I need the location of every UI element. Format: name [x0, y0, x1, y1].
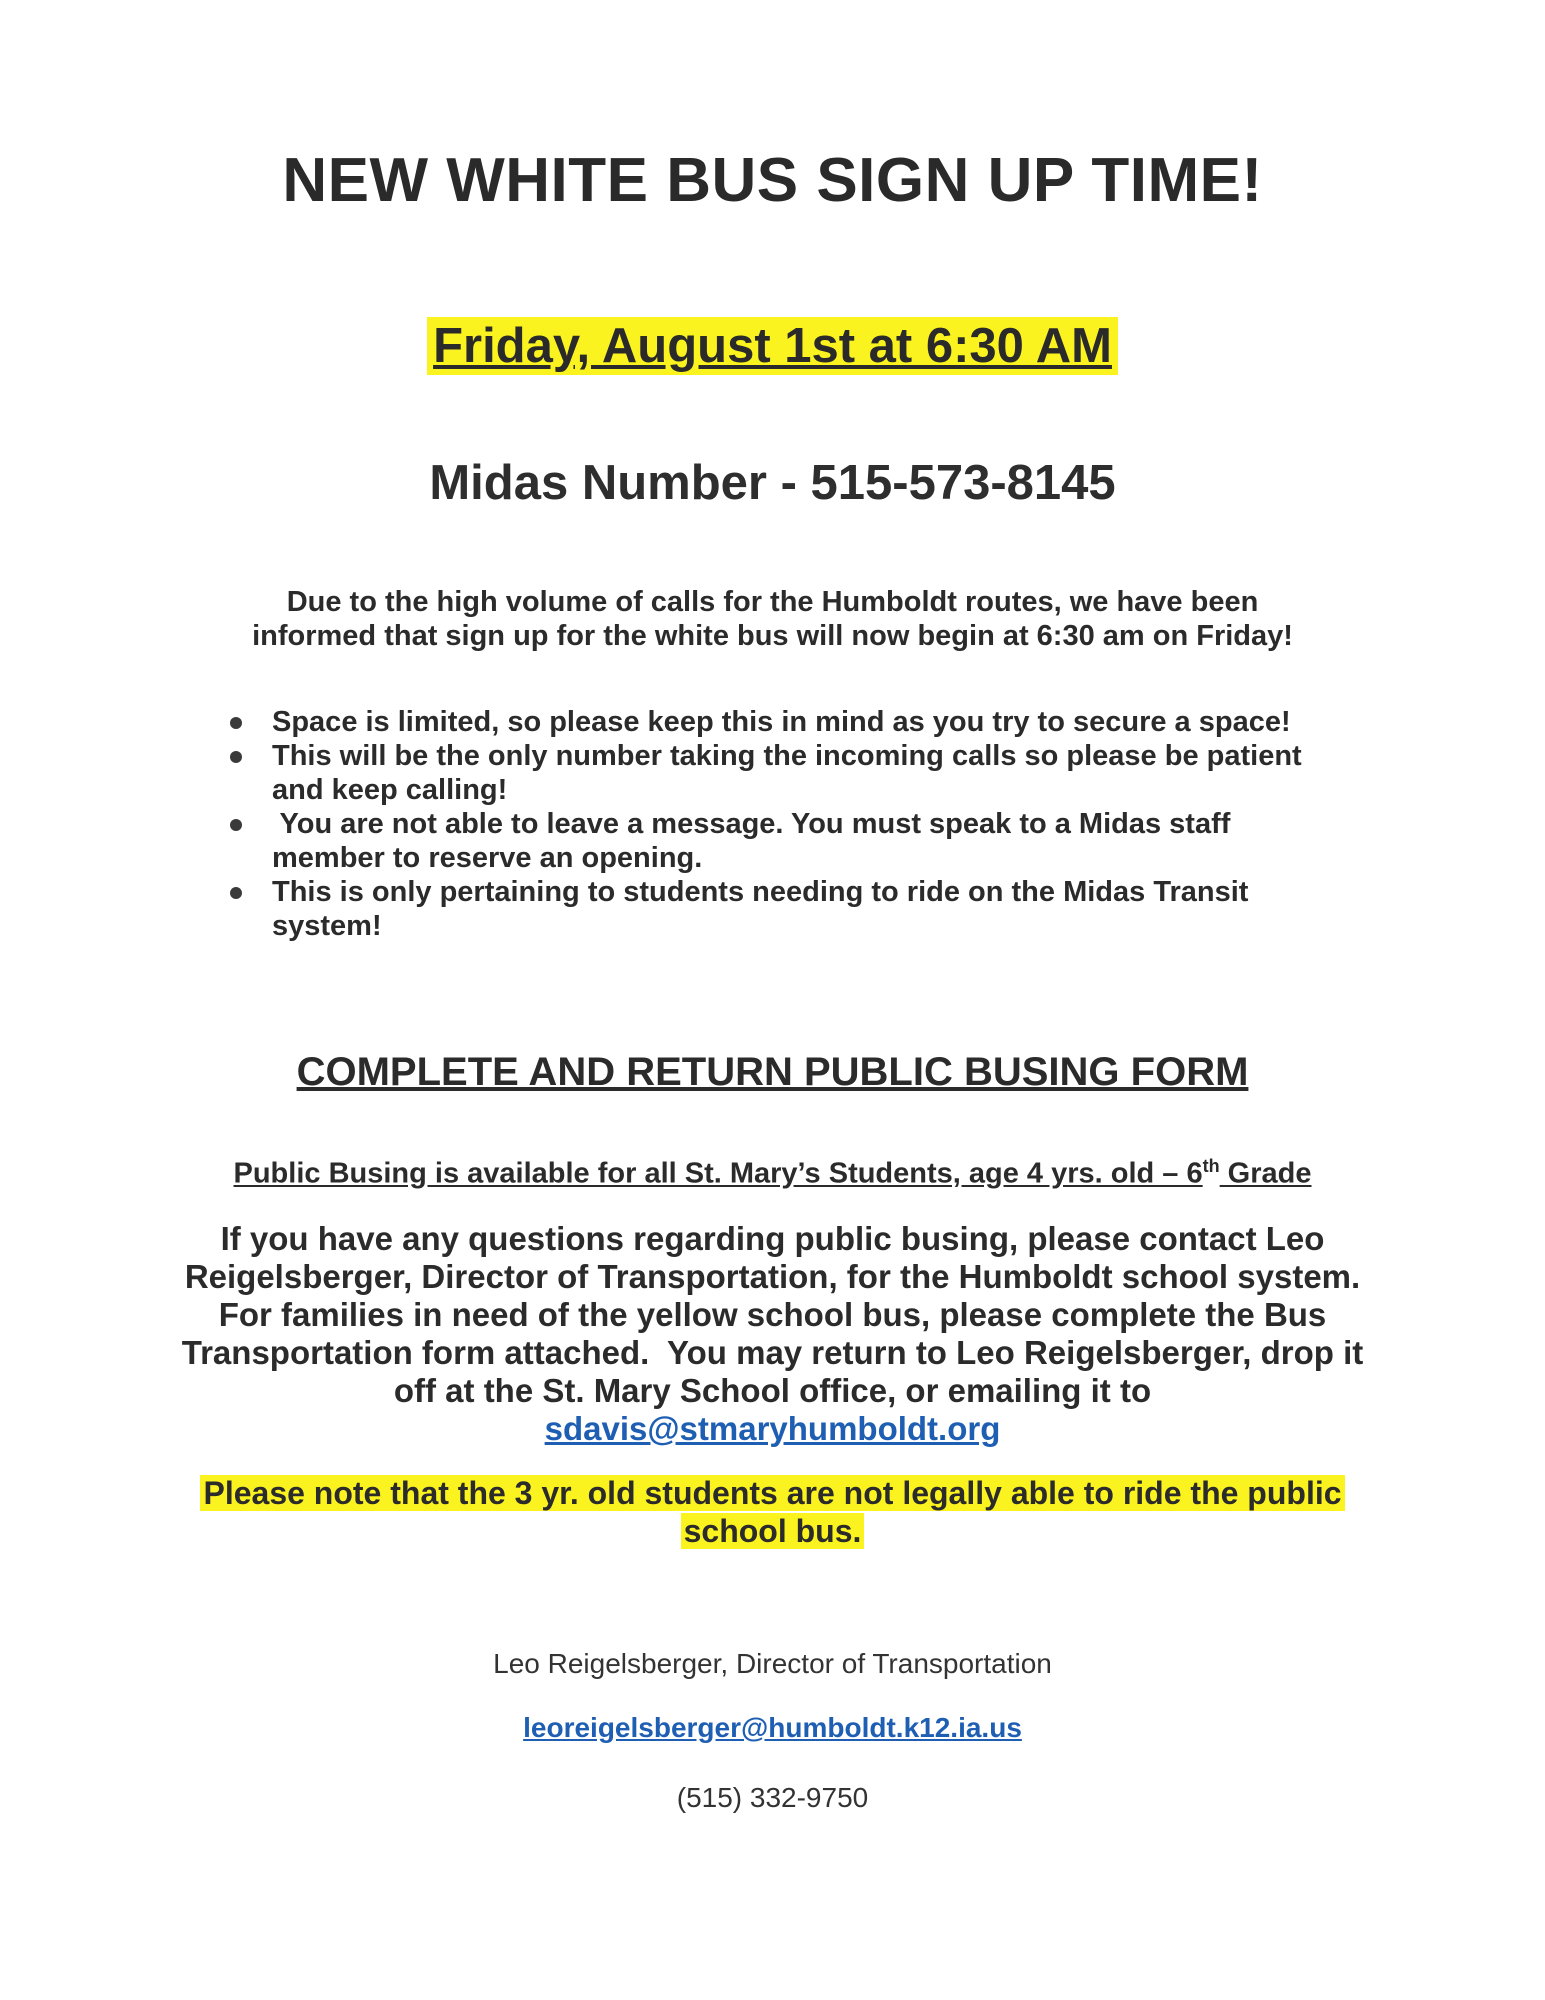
- form-heading-text: COMPLETE AND RETURN PUBLIC BUSING FORM: [296, 1050, 1249, 1094]
- bullet-text: member to reserve an opening.: [272, 842, 703, 874]
- contact-line: If you have any questions regarding public busing, please contact Leo: [220, 1220, 1325, 1257]
- contact-line: off at the St. Mary School office, or emailing it to: [393, 1372, 1152, 1409]
- signature-name: Leo Reigelsberger, Director of Transportation: [493, 1648, 1052, 1679]
- form-section-heading: [0, 1050, 1545, 1095]
- bullet-text: Space is limited, so please keep this in mind as you try to secure a space!: [272, 706, 1291, 738]
- page-title: NEW WHITE BUS SIGN UP TIME!: [282, 146, 1263, 215]
- bullet-item: [230, 705, 1350, 739]
- info-bullet-list: [230, 705, 1350, 943]
- contact-line: Reigelsberger, Director of Transportation, for the Humboldt school system.: [184, 1258, 1361, 1295]
- school-email-link[interactable]: sdavis@stmaryhumboldt.org: [544, 1410, 1001, 1447]
- midas-number: Midas Number - 515-573-8145: [429, 456, 1116, 510]
- signature-phone: (515) 332-9750: [676, 1782, 869, 1813]
- intro-line: Due to the high volume of calls for the Humboldt routes, we have been: [286, 586, 1259, 618]
- bullet-item: [230, 739, 1350, 807]
- bullet-text: You are not able to leave a message. You must speak to a Midas staff: [272, 808, 1231, 840]
- signup-date: Friday, August 1st at 6:30 AM: [427, 317, 1118, 375]
- signup-date-line: [0, 318, 1545, 374]
- contact-line: For families in need of the yellow school bus, please complete the Bus: [218, 1296, 1327, 1333]
- note-line: Please note that the 3 yr. old students are not legally able to ride the public: [200, 1475, 1344, 1511]
- bullet-dot-icon: [230, 819, 242, 831]
- intro-line: informed that sign up for the white bus will now begin at 6:30 am on Friday!: [252, 620, 1293, 652]
- intro-paragraph: [0, 585, 1545, 653]
- bullet-item: [230, 807, 1350, 875]
- bullet-text: and keep calling!: [272, 774, 508, 806]
- bullet-text: This is only pertaining to students needing to ride on the Midas Transit: [272, 876, 1249, 908]
- bullet-dot-icon: [230, 751, 242, 763]
- availability-text: Public Busing is available for all St. Mary’s Students, age 4 yrs. old – 6: [233, 1157, 1203, 1190]
- contact-line: Transportation form attached. You may return to Leo Reigelsberger, drop it: [181, 1334, 1364, 1371]
- signature-email-line: [0, 1712, 1545, 1744]
- bullet-dot-icon: [230, 717, 242, 729]
- director-email-link[interactable]: leoreigelsberger@humboldt.k12.ia.us: [523, 1712, 1022, 1743]
- bullet-text: This will be the only number taking the incoming calls so please be patient: [272, 740, 1302, 772]
- bullet-dot-icon: [230, 887, 242, 899]
- bullet-text: system!: [272, 910, 382, 942]
- note-line: school bus.: [681, 1513, 865, 1549]
- availability-end: Grade: [1219, 1157, 1312, 1190]
- bullet-item: [230, 875, 1350, 943]
- availability-line: [0, 1156, 1545, 1191]
- age-note: [0, 1474, 1545, 1550]
- availability-superscript: th: [1202, 1156, 1220, 1176]
- contact-paragraph: [0, 1220, 1545, 1448]
